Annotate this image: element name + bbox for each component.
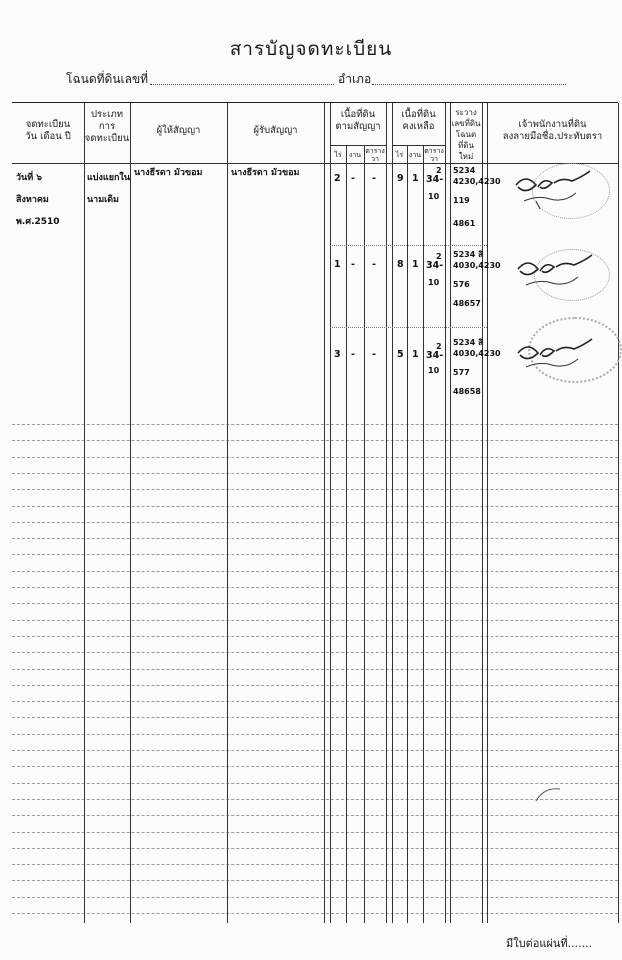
ruled-line: [12, 652, 618, 653]
contract-rai: 3: [334, 349, 341, 360]
district-field: [372, 84, 566, 85]
contract-rai: 2: [334, 173, 341, 184]
ruled-line: [12, 913, 618, 914]
remain-wa-top: 2: [436, 166, 442, 175]
district-label: อำเภอ: [338, 72, 372, 86]
header-new-deed: ระวาง เลขที่ดิน โฉนดที่ดิน ใหม่: [451, 108, 481, 161]
new-deed-info: 5234 ลิ 4030,4230 577 48658: [453, 338, 501, 396]
deed-number-field: [150, 84, 334, 85]
header-wa-2: ตาราง วา: [424, 147, 444, 163]
contract-ngan: -: [351, 173, 355, 184]
ruled-line: [12, 701, 618, 702]
contract-wa: -: [372, 259, 376, 270]
ruled-line: [12, 636, 618, 637]
ruled-line: [12, 897, 618, 898]
header-ngan-1: งาน: [348, 151, 362, 159]
new-deed-info: 5234 ลิ 4030,4230 576 48657: [453, 250, 501, 308]
ruled-line: [12, 424, 618, 425]
new-deed-info: 5234 4230,4230 119 4861: [453, 166, 501, 228]
header-ngan-2: งาน: [408, 151, 422, 159]
remain-wa: 34-: [426, 350, 444, 361]
remain-wa-sub: 10: [428, 192, 440, 201]
remain-ngan: 1: [412, 173, 419, 184]
document-title: สารบัญจดทะเบียน: [229, 38, 393, 60]
entry-date: วันที่ ๖ สิงหาคม พ.ศ.2510: [16, 173, 60, 227]
entry-grantee: นางธีรดา มัวขอม: [231, 168, 300, 178]
header-rai-1: ไร่: [334, 151, 342, 159]
register-table: [12, 102, 618, 923]
ruled-line: [12, 538, 618, 539]
ruled-line: [12, 603, 618, 604]
officer-signature-3: [492, 335, 616, 385]
ruled-line: [12, 750, 618, 751]
header-grantor: ผู้ให้สัญญา: [156, 125, 201, 136]
ruled-line: [12, 766, 618, 767]
pen-mark: [532, 783, 592, 807]
remain-wa-sub: 10: [428, 366, 440, 375]
header-type: ประเภท การ จดทะเบียน: [84, 109, 130, 144]
remain-wa-top: 2: [436, 342, 442, 351]
ruled-line: [12, 864, 618, 865]
ruled-line: [12, 587, 618, 588]
remain-wa-top: 2: [436, 252, 442, 261]
remain-wa: 34-: [426, 174, 444, 185]
contract-rai: 1: [334, 259, 341, 270]
header-wa-1: ตาราง วา: [365, 147, 385, 163]
header-area-remaining: เนื้อที่ดิน คงเหลือ: [401, 109, 436, 132]
header-officer: เจ้าพนักงานที่ดิน ลงลายมือชื่อ.ประทับตรา: [502, 119, 603, 142]
ruled-line: [12, 457, 618, 458]
ruled-line: [12, 669, 618, 670]
remain-wa: 34-: [426, 260, 444, 271]
entry-grantor: นางธีรดา มัวขอม: [134, 168, 203, 178]
remain-rai: 5: [397, 349, 404, 360]
ruled-line: [12, 783, 618, 784]
continuation-sheet-note: มีใบต่อแผ่นที่.......: [506, 937, 593, 950]
header-rai-2: ไร่: [395, 151, 404, 159]
officer-signature-2: [492, 251, 616, 301]
header-grantee: ผู้รับสัญญา: [253, 125, 298, 136]
ruled-line: [12, 571, 618, 572]
ruled-line: [12, 489, 618, 490]
remain-ngan: 1: [412, 349, 419, 360]
ruled-line: [12, 815, 618, 816]
ruled-line: [12, 799, 618, 800]
ruled-line: [12, 620, 618, 621]
ruled-line: [12, 473, 618, 474]
ruled-line: [12, 832, 618, 833]
ruled-line: [12, 717, 618, 718]
ruled-line: [12, 848, 618, 849]
header-date: จดทะเบียน วัน เดือน ปี: [25, 119, 71, 142]
contract-wa: -: [372, 349, 376, 360]
ruled-line: [12, 506, 618, 507]
header-area-contract: เนื้อที่ดิน ตามสัญญา: [335, 109, 381, 132]
contract-ngan: -: [351, 349, 355, 360]
remain-wa-sub: 10: [428, 278, 440, 287]
ruled-line: [12, 685, 618, 686]
ruled-line: [12, 734, 618, 735]
contract-ngan: -: [351, 259, 355, 270]
officer-signature-1: [492, 167, 616, 217]
contract-wa: -: [372, 173, 376, 184]
remain-rai: 9: [397, 173, 404, 184]
ruled-line: [12, 554, 618, 555]
ruled-line: [12, 522, 618, 523]
remain-rai: 8: [397, 259, 404, 270]
ruled-line: [12, 440, 618, 441]
deed-number-label: โฉนดที่ดินเลขที่: [66, 72, 149, 86]
ruled-line: [12, 880, 618, 881]
remain-ngan: 1: [412, 259, 419, 270]
entry-type: แบ่งแยกใน นามเดิม: [87, 173, 130, 205]
